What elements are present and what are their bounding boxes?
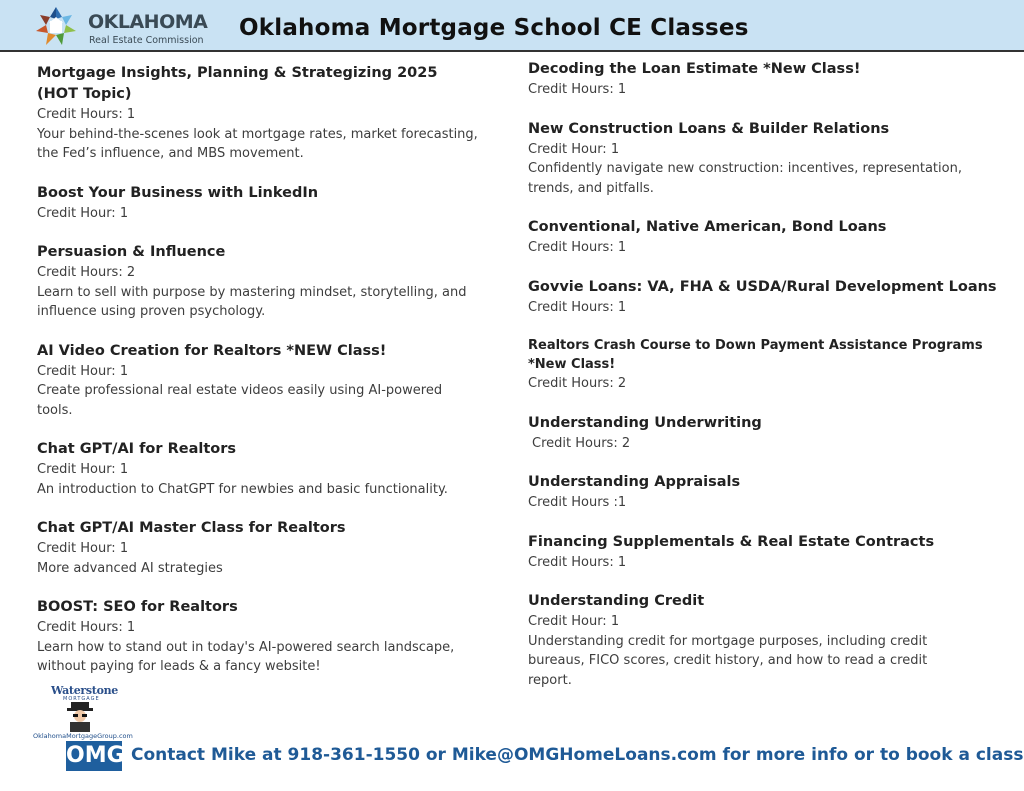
course-item <box>528 413 1008 454</box>
course-item <box>528 532 1008 573</box>
credit-hours: Credit Hours: 1 <box>528 82 627 97</box>
course-item <box>528 336 1008 394</box>
course-title: Understanding Credit <box>528 593 705 609</box>
right-course-list <box>528 59 1008 709</box>
course-description: Learn to sell with purpose by mastering mindset, storytelling, and <box>37 284 467 300</box>
omg-domain: OklahomaMortgageGroup.com <box>33 732 133 740</box>
course-item <box>37 597 507 677</box>
course-description: tools. <box>37 402 73 418</box>
course-title: New Construction Loans & Builder Relations <box>528 120 890 137</box>
course-title: BOOST: SEO for Realtors <box>37 599 238 615</box>
course-item <box>37 63 507 164</box>
course-title: Mortgage Insights, Planning & Strategizing 2025 <box>37 65 438 81</box>
credit-hours: Credit Hours: 2 <box>37 265 136 280</box>
credit-hours: Credit Hours: 1 <box>528 554 627 570</box>
course-description: Your behind-the-scenes look at mortgage rates, market forecasting, <box>37 126 478 142</box>
course-description: Create professional real estate videos easily using AI-powered <box>37 383 443 398</box>
credit-hours: Credit Hours: 2 <box>528 376 627 391</box>
course-item <box>37 518 507 578</box>
course-description: trends, and pitfalls. <box>528 180 654 196</box>
credit-hours: Credit Hour: 1 <box>37 541 129 556</box>
course-description: the Fed’s influence, and MBS movement. <box>37 146 304 161</box>
course-description: Understanding credit for mortgage purposes, including credit <box>528 633 928 649</box>
course-description: An introduction to ChatGPT for newbies and basic functionality. <box>37 481 448 497</box>
course-item <box>528 591 1008 690</box>
mascot-hat-man-icon <box>63 700 97 732</box>
course-item <box>528 59 1008 100</box>
omg-badge: OMG <box>66 741 122 771</box>
credit-hours: Credit Hours: 1 <box>37 107 136 122</box>
logo-subtitle: Real Estate Commission <box>89 35 204 46</box>
course-item <box>37 242 507 322</box>
course-description: More advanced AI strategies <box>37 560 223 576</box>
credit-hours: Credit Hour: 1 <box>37 363 129 379</box>
credit-hours: Credit Hour: 1 <box>528 614 620 629</box>
course-title: Boost Your Business with LinkedIn <box>37 184 319 201</box>
course-title: Conventional, Native American, Bond Loans <box>528 219 887 235</box>
credit-hours: Credit Hours: 2 <box>532 435 631 451</box>
oklahoma-real-estate-commission-logo <box>32 5 212 49</box>
course-description: influence using proven psychology. <box>37 304 266 319</box>
course-title: (HOT Topic) <box>37 86 132 102</box>
credit-hours: Credit Hours: 1 <box>528 299 627 315</box>
course-item <box>37 439 507 499</box>
contact-line: Contact Mike at 918-361-1550 or Mike@OMGHomeLoans.com for more info or to book a class <box>131 745 1024 765</box>
course-item <box>528 472 1008 513</box>
course-title: AI Video Creation for Realtors *NEW Class! <box>37 342 387 359</box>
course-title: Persuasion & Influence <box>37 244 226 260</box>
course-description: bureaus, FICO scores, credit history, and how to read a credit <box>528 653 928 668</box>
course-item <box>528 119 1008 199</box>
course-title: Understanding Underwriting <box>528 414 762 431</box>
course-title: Chat GPT/AI for Realtors <box>37 441 237 457</box>
waterstone-sub: MORTGAGE <box>63 696 100 702</box>
logo-name: OKLAHOMA <box>88 11 208 33</box>
course-description: Confidently navigate new construction: incentives, representation, <box>528 161 962 176</box>
credit-hours: Credit Hour: 1 <box>37 462 129 477</box>
credit-hours: Credit Hour: 1 <box>37 205 129 221</box>
waterstone-wordmark: Waterstone <box>51 684 119 697</box>
course-item <box>37 183 507 224</box>
credit-hours: Credit Hours: 1 <box>528 240 627 255</box>
course-title: Realtors Crash Course to Down Payment Assistance Programs <box>528 338 983 353</box>
course-title: Financing Supplementals & Real Estate Contracts <box>528 533 935 550</box>
course-title: Understanding Appraisals <box>528 474 741 490</box>
header-bar <box>0 0 1024 52</box>
house-pinwheel-icon <box>32 5 80 49</box>
credit-hours: Credit Hours :1 <box>528 495 627 510</box>
course-title: Decoding the Loan Estimate *New Class! <box>528 61 861 77</box>
course-title: Govvie Loans: VA, FHA & USDA/Rural Development Loans <box>528 278 997 295</box>
course-item <box>528 217 1008 258</box>
course-item <box>528 277 1008 318</box>
course-description: without paying for leads & a fancy website! <box>37 659 321 674</box>
left-course-list <box>37 63 507 696</box>
course-title: *New Class! <box>528 357 616 372</box>
course-item <box>37 341 507 421</box>
course-description: report. <box>528 672 572 688</box>
page-title: Oklahoma Mortgage School CE Classes <box>239 15 749 41</box>
credit-hours: Credit Hours: 1 <box>37 620 136 635</box>
credit-hours: Credit Hour: 1 <box>528 141 620 157</box>
course-description: Learn how to stand out in today's AI-powered search landscape, <box>37 639 455 655</box>
course-title: Chat GPT/AI Master Class for Realtors <box>37 520 346 536</box>
omg-waterstone-logo <box>33 684 133 784</box>
